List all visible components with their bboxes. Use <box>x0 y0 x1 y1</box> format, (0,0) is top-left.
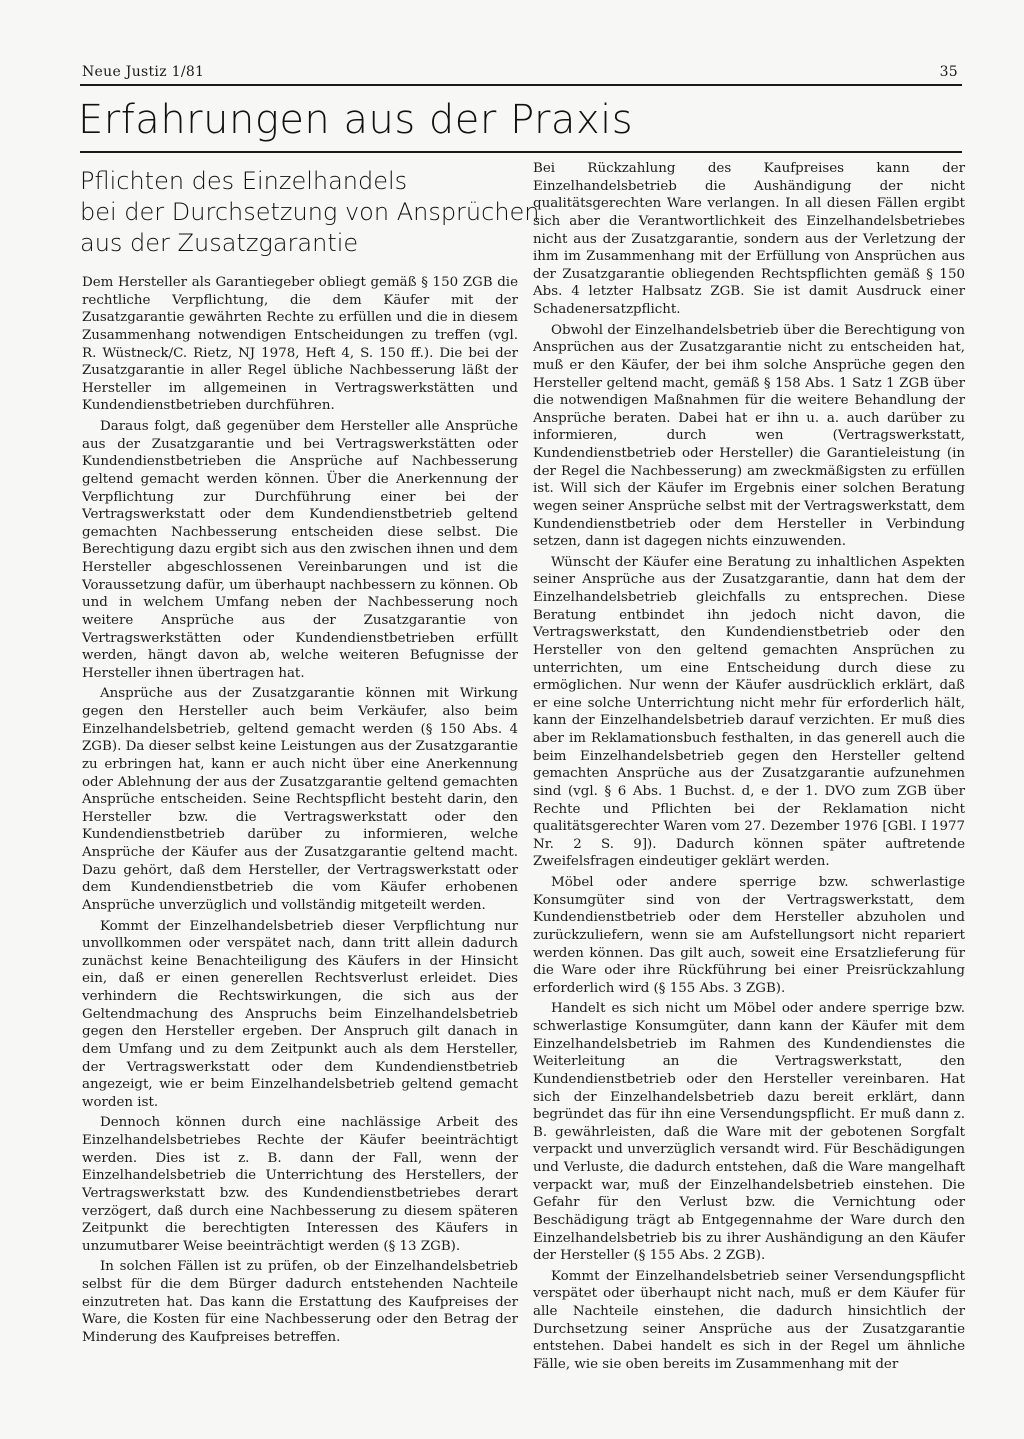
paragraph: Möbel oder andere sperrige bzw. schwerlastige Konsumgüter sind von der Vertragswerkstatt, dem Kundendienstbetrieb oder dem Hersteller abzuholen und zurückzuliefern, wenn sie am Aufstellungsort nicht repariert werden können. Das gilt auch, soweit eine Ersatzlieferung für die Ware oder ihre Rückführung bei einer Preisrückzahlung erforderlich wird (§ 155 Abs. 3 ZGB). <box>533 875 965 996</box>
paragraph: Obwohl der Einzelhandelsbetrieb über die Berechtigung von Ansprüchen aus der Zusatzgarantie nicht zu entscheiden hat, muß er den Käufer, der bei ihm solche Ansprüche gegen den Hersteller geltend macht, gemäß § 158 Abs. 1 Satz 1 ZGB über die notwendigen Maßnahmen für die weitere Behandlung der Ansprüche beraten. Dabei hat er ihn u. a. auch darüber zu informieren, durch wen (Vertragswerkstatt, Kundendienstbetrieb oder Hersteller) die Garantieleistung (in der Regel die Nachbesserung) am zweckmäßigsten zu erfüllen ist. Will sich der Käufer im Ergebnis einer solchen Beratung wegen seiner Ansprüche selbst mit der Vertragswerkstatt, dem Kundendienstbetrieb oder dem Hersteller in Verbindung setzen, dann ist dagegen nichts einzuwenden. <box>533 322 965 550</box>
paragraph: Daraus folgt, daß gegenüber dem Hersteller alle Ansprüche aus der Zusatzgarantie und bei Vertragswerkstätten oder Kundendienstbetrieben die Ansprüche auf Nachbesserung geltend gemacht werden können. Über die Anerkennung der Verpflichtung zur Durchführung einer bei der Vertragswerkstatt oder dem Kundendienstbetrieb geltend gemachten Nachbesserung entscheiden diese selbst. Die Berechtigung dazu ergibt sich aus den zwischen ihnen und dem Hersteller abgeschlossenen Vereinbarungen und ist die Voraussetzung dafür, um überhaupt nachbessern zu können. Ob und in welchem Umfang neben der Nachbesserung noch weitere Ansprüche aus der Zusatzgarantie von Vertragswerkstätten oder Kundendienstbetrieben erfüllt werden, hängt davon ab, welche weiteren Befugnisse der Hersteller ihnen übertragen hat. <box>82 419 518 681</box>
paragraph: Ansprüche aus der Zusatzgarantie können mit Wirkung gegen den Hersteller auch beim Verkäufer, also beim Einzelhandelsbetrieb, geltend gemacht werden (§ 150 Abs. 4 ZGB). Da dieser selbst keine Leistungen aus der Zusatzgarantie zu erbringen hat, kann er auch nicht über eine Anerkennung oder Ablehnung der aus der Zusatzgarantie geltend gemachten Ansprüche entscheiden. Seine Rechtspflicht besteht darin, den Hersteller bzw. die Vertragswerkstatt oder den Kundendienstbetrieb darüber zu informieren, welche Ansprüche der Käufer aus der Zusatzgarantie geltend macht. Dazu gehört, daß dem Hersteller, der Vertragswerkstatt oder dem Kundendienstbetrieb die vom Käufer erhobenen Ansprüche unverzüglich und vollständig mitgeteilt werden. <box>82 686 518 913</box>
left-column <box>82 274 518 1350</box>
journal-issue: Neue Justiz 1/81 <box>82 64 205 80</box>
page-number: 35 <box>939 64 958 80</box>
paragraph: Wünscht der Käufer eine Beratung zu inhaltlichen Aspekten seiner Ansprüche aus der Zusatzgarantie, dann hat dem der Einzelhandelsbetrieb gleichfalls zu entsprechen. Diese Beratung entbindet ihn jedoch nicht davon, die Vertragswerkstatt, den Kundendienstbetrieb oder den Hersteller von den geltend gemachten Ansprüchen zu unterrichten, um eine Entscheidung durch diese zu ermöglichen. Nur wenn der Käufer ausdrücklich erklärt, daß er eine solche Unterrichtung nicht mehr für erforderlich hält, kann der Einzelhandelsbetrieb darauf verzichten. Er muß dies aber im Reklamationsbuch festhalten, in das generell auch die beim Einzelhandelsbetrieb gegen den Hersteller geltend gemachten Ansprüche aus der Zusatzgarantie aufzunehmen sind (vgl. § 6 Abs. 1 Buchst. d, e der 1. DVO zum ZGB über Rechte und Pflichten bei der Reklamation nicht qualitätsgerechter Waren vom 27. Dezember 1976 [GBl. I 1977 Nr. 2 S. 9]). Dadurch können später auftretende Zweifelsfragen eindeutiger geklärt werden. <box>533 554 965 870</box>
paragraph: In solchen Fällen ist zu prüfen, ob der Einzelhandelsbetrieb selbst für die dem Bürger dadurch entstehenden Nachteile einzutreten hat. Das kann die Erstattung des Kaufpreises der Ware, die Kosten für eine Nachbesserung oder den Betrag der Minderung des Kaufpreises betreffen. <box>82 1259 518 1345</box>
page-header <box>80 62 960 84</box>
paragraph: Handelt es sich nicht um Möbel oder andere sperrige bzw. schwerlastige Konsumgüter, dann kann der Käufer mit dem Einzelhandelsbetrieb im Rahmen des Kundendienstes die Weiterleitung an die Vertragswerkstatt, den Kundendienstbetrieb oder den Hersteller vereinbaren. Hat sich der Einzelhandelsbetrieb dazu bereit erklärt, dann begründet das für ihn eine Versendungspflicht. Er muß dann z. B. gewährleisten, daß die Ware mit der gebotenen Sorgfalt verpackt und unverzüglich versandt wird. Für Beschädigungen und Verluste, die dadurch entstehen, daß die Ware mangelhaft verpackt war, muß der Einzelhandelsbetrieb einstehen. Die Gefahr für den Verlust bzw. die Vernichtung oder Beschädigung trägt ab Entgegennahme der Ware durch den Einzelhandelsbetrieb bis zu ihrer Aushändigung an den Käufer der Hersteller (§ 155 Abs. 2 ZGB). <box>533 1001 965 1264</box>
article-title-line: bei der Durchsetzung von Ansprüchen <box>80 198 540 226</box>
paragraph: Dennoch können durch eine nachlässige Arbeit des Einzelhandelsbetriebes Rechte der Käufer beeinträchtigt werden. Dies ist z. B. dann der Fall, wenn der Einzelhandelsbetrieb die Unterrichtung des Herstellers, der Vertragswerkstatt bzw. des Kundendienstbetriebes derart verzögert, daß durch eine Nachbesserung zu diesem späteren Zeitpunkt die berechtigten Interessen des Käufers in unzumutbarer Weise beeinträchtigt werden (§ 13 ZGB). <box>82 1115 518 1254</box>
paragraph: Dem Hersteller als Garantiegeber obliegt gemäß § 150 ZGB die rechtliche Verpflichtung, die dem Käufer mit der Zusatzgarantie gewährten Rechte zu erfüllen und die in diesem Zusammenhang notwendigen Entscheidungen zu treffen (vgl. R. Wüstneck/C. Rietz, NJ 1978, Heft 4, S. 150 ff.). Die bei der Zusatzgarantie in aller Regel übliche Nachbesserung läßt der Hersteller im allgemeinen in Vertragswerkstätten und Kundendienstbetrieben durchführen. <box>82 275 518 414</box>
article-title-line: aus der Zusatzgarantie <box>80 229 359 257</box>
section-title: Erfahrungen aus der Praxis <box>78 97 634 143</box>
header-rule <box>80 84 962 86</box>
right-column <box>533 160 965 1377</box>
section-rule <box>80 151 962 153</box>
article-title-line: Pflichten des Einzelhandels <box>80 167 408 195</box>
paragraph: Bei Rückzahlung des Kaufpreises kann der Einzelhandelsbetrieb die Aushändigung der nicht qualitätsgerechten Ware verlangen. In all diesen Fällen ergibt sich aber die Verantwortlichkeit des Einzelhandelsbetriebes nicht aus der Zusatzgarantie, sondern aus der Verletzung der ihm im Zusammenhang mit der Erfüllung von Ansprüchen aus der Zusatzgarantie obliegenden Rechtspflichten gemäß § 150 Abs. 4 letzter Halbsatz ZGB. Sie ist damit Ausdruck einer Schadenersatzpflicht. <box>533 161 965 317</box>
paragraph: Kommt der Einzelhandelsbetrieb dieser Verpflichtung nur unvollkommen oder verspätet nach, dann tritt allein dadurch zunächst keine Benachteiligung des Käufers in der Hinsicht ein, daß er einen generellen Rechtsverlust erleidet. Dies verhindern die Rechtswirkungen, die sich aus der Geltendmachung des Anspruchs beim Einzelhandelsbetrieb gegen den Hersteller ergeben. Der Anspruch gilt danach in dem Umfang und zu dem Zeitpunkt auch als dem Hersteller, der Vertragswerkstatt oder dem Kundendienstbetrieb angezeigt, wie er beim Einzelhandelsbetrieb geltend gemacht worden ist. <box>82 918 518 1110</box>
article-title <box>80 166 540 259</box>
paragraph: Kommt der Einzelhandelsbetrieb seiner Versendungspflicht verspätet oder überhaupt nicht nach, muß er dem Käufer für alle Nachteile einstehen, die dadurch hinsichtlich der Durchsetzung seiner Ansprüche aus der Zusatzgarantie entstehen. Dabei handelt es sich in der Regel um ähnliche Fälle, wie sie oben bereits im Zusammenhang mit der <box>533 1268 965 1372</box>
